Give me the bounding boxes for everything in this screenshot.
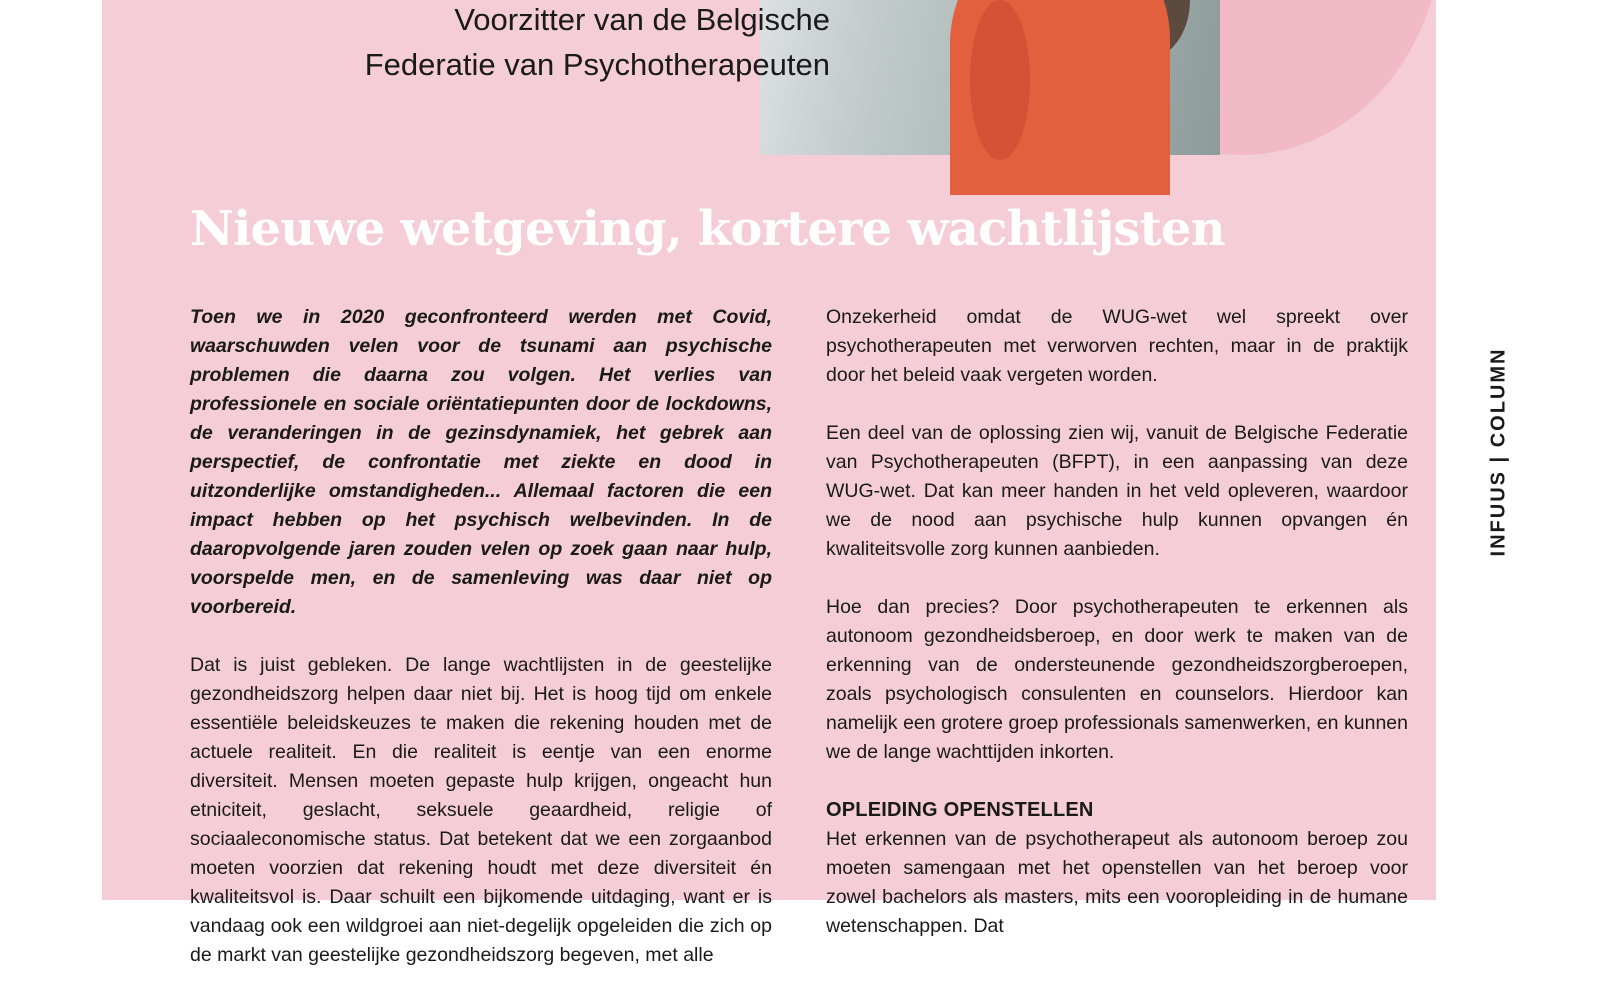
body-paragraph: Het erkennen van de psychotherapeut als autonoom beroep zou moeten samengaan met het openstellen van het beroep voor zowel bachelors als masters, mits een vooropleiding in de humane wetenschappen. Dat <box>826 828 1408 937</box>
intro-paragraph: Toen we in 2020 geconfronteerd werden met Covid, waarschuwden velen voor de tsunami aan psychische problemen die daarna zou volgen. Het verlies van professionele en sociale oriëntatiepunten door de lockdowns, de veranderingen in de gezinsdynamiek, het gebrek aan perspectief, de confrontatie met ziekte en dood in uitzonderlijke omstandigheden... Allemaal factoren die een impact hebben op het psychisch welbevinden. In de daaropvolgende jaren zouden velen op zoek gaan naar hulp, voorspelde men, en de samenleving was daar niet op voorbereid. <box>190 306 772 618</box>
body-paragraph: Onzekerheid omdat de WUG-wet wel spreekt over psychotherapeuten met verworven rechten, maar in de praktijk door het beleid vaak vergeten worden. <box>826 306 1408 386</box>
article-headline: Nieuwe wetgeving, kortere wachtlijsten <box>190 201 1225 257</box>
section-subheading: OPLEIDING OPENSTELLEN <box>826 799 1094 821</box>
author-caption-line-1: Voorzitter van de Belgische <box>454 2 830 37</box>
right-column <box>826 303 1408 970</box>
left-column <box>190 303 772 999</box>
body-paragraph: Een deel van de oplossing zien wij, vanuit de Belgische Federatie van Psychotherapeuten (BFPT), in een aanpassing van deze WUG-wet. Dat kan meer handen in het veld opleveren, waardoor we de nood aan psychische hulp kunnen opvangen én kwaliteitsvolle zorg kunnen aanbieden. <box>826 422 1408 560</box>
article-page <box>102 0 1436 966</box>
body-paragraph: Dat is juist gebleken. De lange wachtlijsten in de geestelijke gezondheidszorg helpen daar niet bij. Het is hoog tijd om enkele essentiële beleidskeuzes te maken die rekening houden met de actuele realiteit. En die realiteit is eentje van een enorme diversiteit. Mensen moeten gepaste hulp krijgen, ongeacht hun etniciteit, geslacht, seksuele geaardheid, religie of sociaaleconomische status. Dat betekent dat we een zorgaanbod moeten voorzien dat rekening houdt met deze diversiteit én kwaliteitsvol is. Daar schuilt een bijkomende uitdaging, want er is vandaag ook een wildgroei aan niet-degelijk opgeleiden die zich op de markt van geestelijke gezondheidszorg begeven, met alle <box>190 654 772 966</box>
author-caption <box>365 0 830 87</box>
section-label-text: INFUUS | COLUMN <box>1487 347 1510 557</box>
body-paragraph: Hoe dan precies? Door psychotherapeuten te erkennen als autonoom gezondheidsberoep, en door werk te maken van de erkenning van de ondersteunende gezondheidszorgberoepen, zoals psychologisch consulenten en counselors. Hierdoor kan namelijk een grotere groep professionals samenwerken, en kunnen we de lange wachttijden inkorten. <box>826 596 1408 763</box>
section-label <box>1487 342 1511 562</box>
author-caption-line-2: Federatie van Psychotherapeuten <box>364 47 830 82</box>
